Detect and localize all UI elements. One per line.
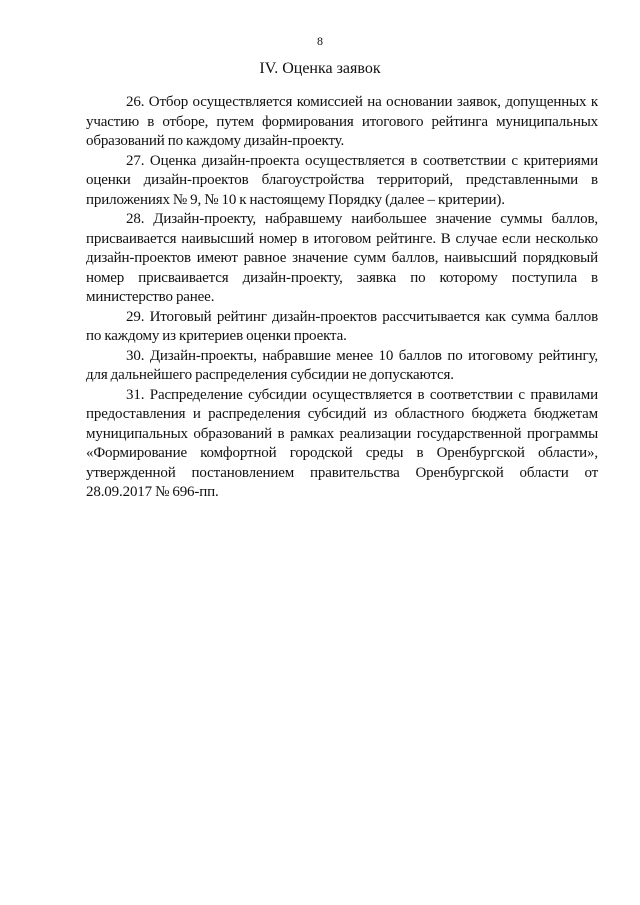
paragraph-30: 30. Дизайн-проекты, набравшие менее 10 баллов по итоговому рейтингу, для дальнейшего распределения субсидии не допускаются. <box>86 347 598 383</box>
document-body <box>86 93 598 503</box>
paragraph-28: 28. Дизайн-проекту, набравшему наибольшее значение суммы баллов, присваивается наивысший номер в итоговом рейтинге. В случае если несколько дизайн-проектов имеют равное значение сумм баллов, наивысший порядковый номер присваивается дизайн-проекту, заявка по которому поступила в министерство ранее. <box>86 211 598 305</box>
paragraph-27: 27. Оценка дизайн-проекта осуществляется в соответствии с критериями оценки дизайн-проектов благоустройства территорий, представленными в приложениях № 9, № 10 к настоящему Порядку (далее – критерии). <box>86 152 598 208</box>
paragraph-29: 29. Итоговый рейтинг дизайн-проектов рассчитывается как сумма баллов по каждому из критериев оценки проекта. <box>86 308 598 344</box>
section-title: IV. Оценка заявок <box>259 60 381 77</box>
paragraph-31: 31. Распределение субсидии осуществляется в соответствии с правилами предоставления и распределения субсидий из областного бюджета бюджетам муниципальных образований в рамках реализации государственной программы «Формирование комфортной городской среды в Оренбургской области», утвержденной постановлением правительства Оренбургской области от 28.09.2017 № 696-пп. <box>86 386 598 500</box>
paragraph-26: 26. Отбор осуществляется комиссией на основании заявок, допущенных к участию в отборе, путем формирования итогового рейтинга муниципальных образований по каждому дизайн-проекту. <box>86 94 598 149</box>
page-number: 8 <box>317 34 323 48</box>
